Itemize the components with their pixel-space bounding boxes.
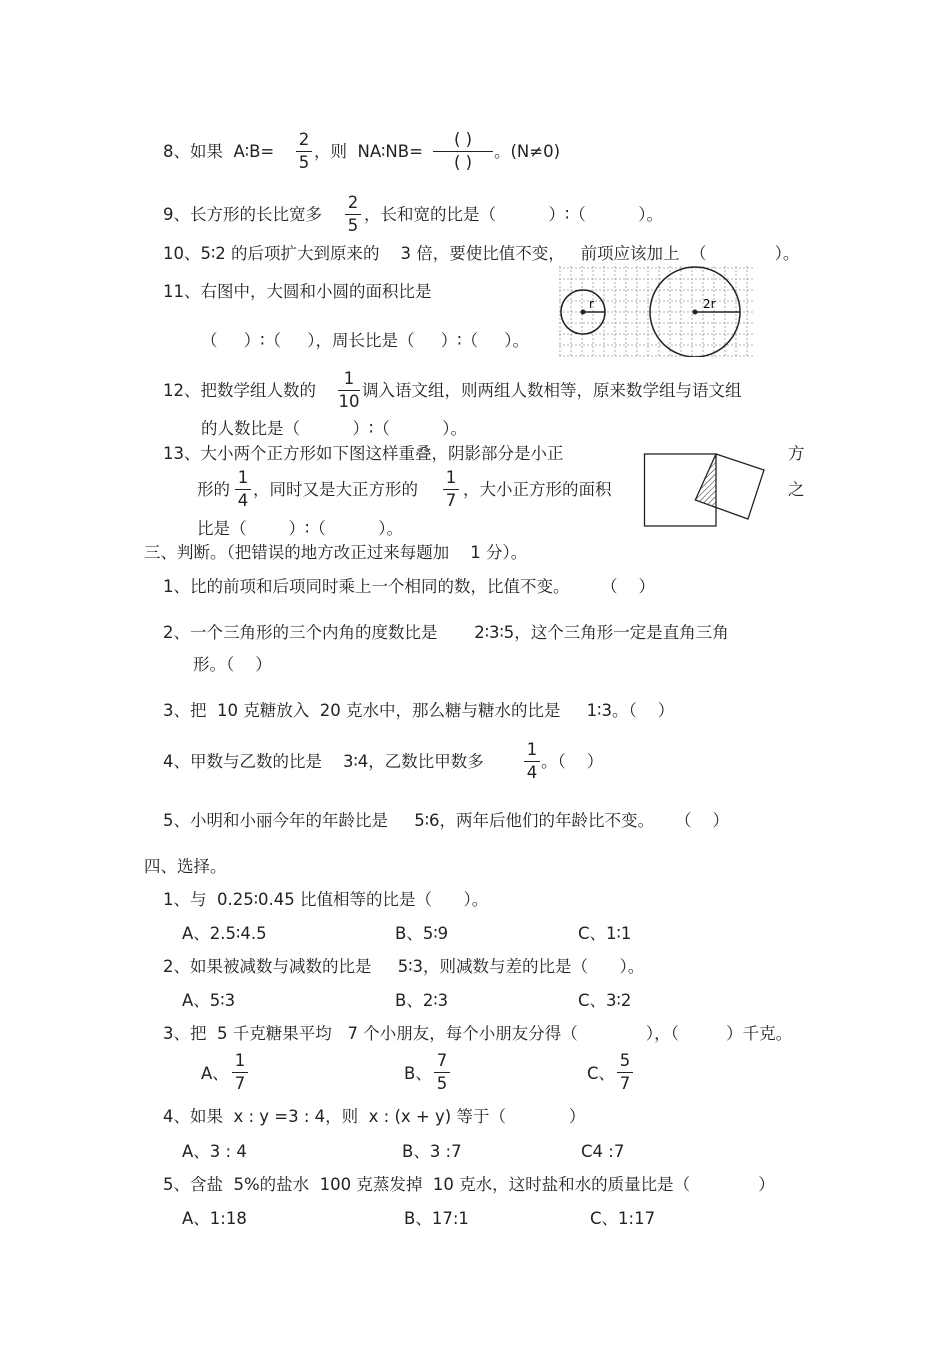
choice-2-b[interactable]: B、2∶3: [395, 991, 449, 1010]
q11-line1: 11、右图中，大圆和小圆的面积比是: [163, 282, 432, 301]
q12-fraction: [338, 369, 360, 412]
frac-den: 7: [234, 1074, 246, 1093]
section3-title: 三、判断。（把错误的地方改正过来每题加 1 分）。: [144, 543, 528, 562]
choice-3: 3、把 5 千克糖果平均 7 个小朋友，每个小朋友分得（ ），（ ）千克。: [163, 1024, 793, 1043]
choice-3-b-fraction: [434, 1051, 450, 1094]
choice-3-c-fraction: [617, 1051, 633, 1094]
choice-5-a[interactable]: A、1:18: [182, 1209, 247, 1228]
small-radius-label: r: [589, 297, 594, 311]
frac-den: 5: [298, 153, 310, 172]
q8-mid: ，则 NA∶NB=: [314, 142, 423, 161]
frac-num: 2: [347, 193, 359, 212]
choice-4-a[interactable]: A、3 : 4: [182, 1142, 247, 1161]
frac-num: 1: [343, 369, 355, 388]
choice-3-c[interactable]: C、: [587, 1064, 616, 1083]
choice-4-c[interactable]: C4 :7: [581, 1142, 625, 1161]
choice-3-a[interactable]: A、: [201, 1064, 229, 1083]
choice-5-c[interactable]: C、1:17: [590, 1209, 656, 1228]
choice-1: 1、与 0.25∶0.45 比值相等的比是（ ）。: [163, 890, 489, 909]
choice-5: 5、含盐 5%的盐水 100 克蒸发掉 10 克水，这时盐和水的质量比是（ ）: [163, 1175, 775, 1194]
judge-5: 5、小明和小丽今年的年龄比是 5∶6，两年后他们的年龄比不变。 （ ）: [163, 811, 729, 830]
frac-num: 1: [445, 468, 457, 487]
judge-2a: 2、一个三角形的三个内角的度数比是 2∶3∶5，这个三角形一定是直角三角: [163, 623, 729, 642]
q8-answer-fraction[interactable]: [433, 130, 493, 173]
choice-2: 2、如果被减数与减数的比是 5∶3，则减数与差的比是（ ）。: [163, 957, 645, 976]
frac-num: 1: [237, 468, 249, 487]
frac-den: 4: [526, 763, 538, 782]
frac-den: 5: [436, 1074, 448, 1093]
choice-5-b[interactable]: B、17:1: [404, 1209, 469, 1228]
q9-pre: 9、长方形的长比宽多: [163, 205, 322, 224]
q11-line2: （ ）∶（ ），周长比是（ ）∶（ ）。: [201, 331, 529, 350]
choice-1-c[interactable]: C、1∶1: [578, 924, 632, 943]
choice-2-a[interactable]: A、5∶3: [182, 991, 236, 1010]
q8-pre: 8、如果 A∶B=: [163, 142, 275, 161]
q12-pre: 12、把数学组人数的: [163, 381, 316, 400]
frac-den: 7: [619, 1074, 631, 1093]
judge-4-pre: 4、甲数与乙数的比是 3∶4，乙数比甲数多: [163, 752, 484, 771]
q13-fraction2: [443, 468, 459, 511]
frac-den: 10: [338, 392, 360, 411]
frac-num: 1: [234, 1051, 246, 1070]
q13-right2: 之: [788, 480, 805, 499]
squares-figure: [643, 450, 768, 530]
q8-fraction: [296, 130, 312, 173]
q12-line2: 的人数比是（ ）∶（ ）。: [201, 419, 467, 438]
q13-line2-post: ，大小正方形的面积: [463, 480, 612, 499]
q12-post: 调入语文组，则两组人数相等，原来数学组与语文组: [362, 381, 742, 400]
choice-3-b[interactable]: B、: [404, 1064, 432, 1083]
choice-2-c[interactable]: C、3∶2: [578, 991, 632, 1010]
q13-right1: 方: [788, 444, 805, 463]
q13-line1: 13、大小两个正方形如下图这样重叠，阴影部分是小正: [163, 444, 564, 463]
q8-post: 。(N≠0): [494, 142, 561, 161]
paren-den: ( ): [453, 153, 473, 172]
frac-num: 7: [436, 1051, 448, 1070]
frac-num: 1: [526, 740, 538, 759]
frac-num: 2: [298, 130, 310, 149]
judge-2b: 形。（ ）: [193, 655, 272, 674]
frac-den: 4: [237, 491, 249, 510]
q9-post: ，长和宽的比是（ ）∶（ ）。: [364, 205, 663, 224]
frac-den: 7: [445, 491, 457, 510]
choice-3-a-fraction: [232, 1051, 248, 1094]
judge-4-fraction: [524, 740, 540, 783]
section4-title: 四、选择。: [144, 857, 227, 876]
q13-fraction1: [235, 468, 251, 511]
choice-4: 4、如果 x : y =3 : 4，则 x : (x + y) 等于（ ）: [163, 1107, 586, 1126]
q13-line2-mid: ，同时又是大正方形的: [253, 480, 418, 499]
judge-1: 1、比的前项和后项同时乘上一个相同的数，比值不变。 （ ）: [163, 577, 655, 596]
paren-num: ( ): [453, 130, 473, 149]
big-radius-label: 2r: [703, 297, 716, 311]
choice-1-a[interactable]: A、2.5∶4.5: [182, 924, 267, 943]
q13-line2-pre: 形的: [197, 480, 230, 499]
frac-num: 5: [619, 1051, 631, 1070]
judge-4-post: 。（ ）: [541, 752, 604, 771]
q9-fraction: [345, 193, 361, 236]
frac-den: 5: [347, 216, 359, 235]
choice-4-b[interactable]: B、3 :7: [402, 1142, 462, 1161]
circles-grid-figure: [559, 266, 754, 357]
judge-3: 3、把 10 克糖放入 20 克水中，那么糖与糖水的比是 1∶3。（ ）: [163, 701, 675, 720]
q10-text: 10、5∶2 的后项扩大到原来的 3 倍，要使比值不变， 前项应该加上 （ ）。: [163, 244, 800, 263]
q13-line3: 比是（ ）∶（ ）。: [197, 519, 403, 538]
choice-1-b[interactable]: B、5∶9: [395, 924, 449, 943]
